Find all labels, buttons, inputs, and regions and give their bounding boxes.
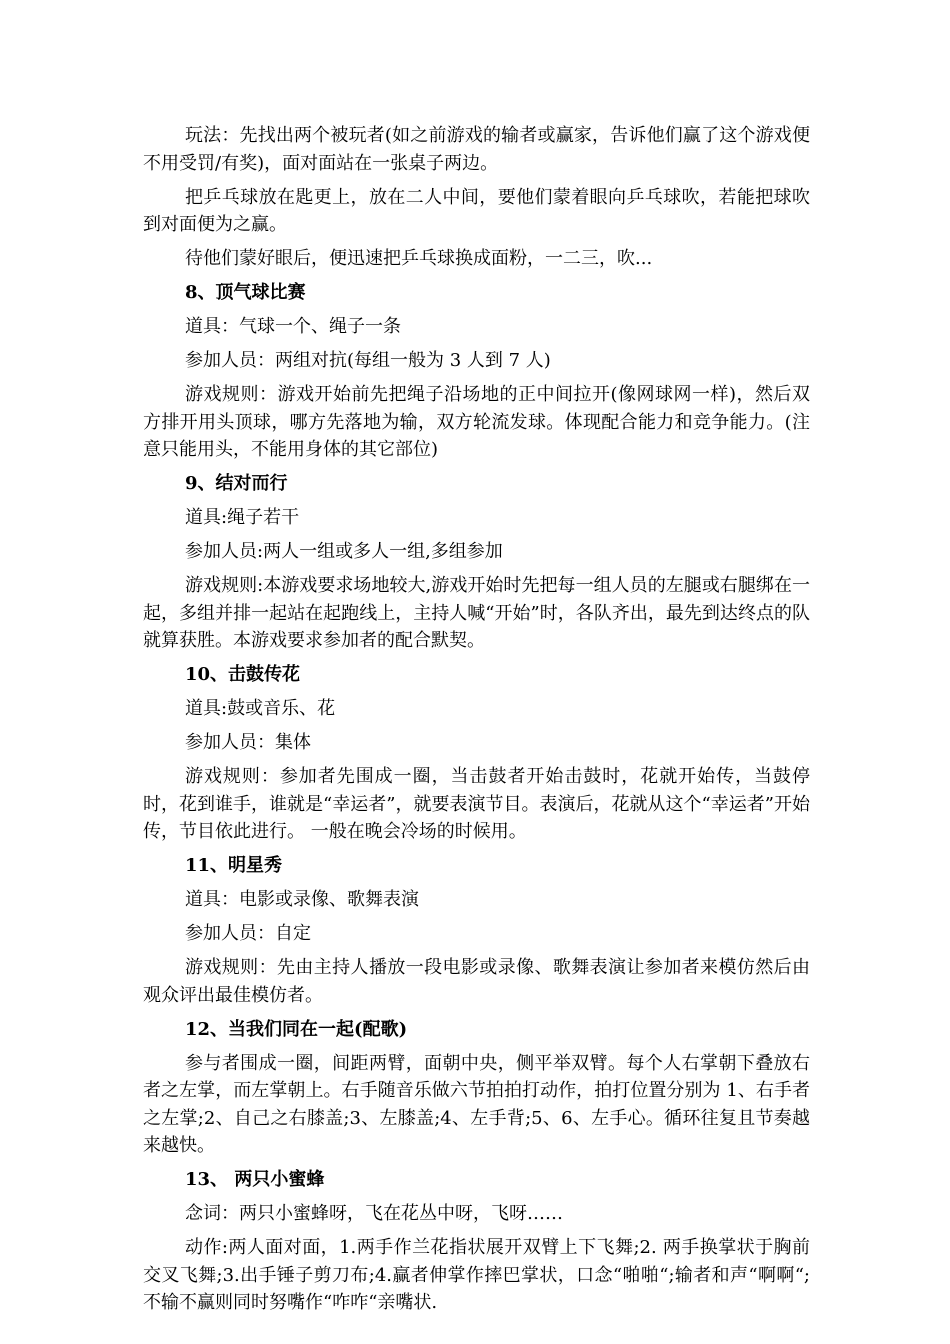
paragraph: 游戏规则：参加者先围成一圈，当击鼓者开始击鼓时，花就开始传，当鼓停时，花到谁手，谁就是“幸运者”，就要表演节目。表演后，花就从这个“幸运者”开始传，节目依此进行。 一般在晚会冷场的时候用。 xyxy=(143,766,810,842)
paragraph: 道具:绳子若干 xyxy=(185,507,300,528)
paragraph: 游戏规则：游戏开始前先把绳子沿场地的正中间拉开(像网球网一样)，然后双方排开用头顶球，哪方先落地为输，双方轮流发球。体现配合能力和竞争能力。(注意只能用头，不能用身体的其它部位) xyxy=(143,384,810,460)
paragraph: 游戏规则:本游戏要求场地较大,游戏开始时先把每一组人员的左腿或右腿绑在一起，多组并排一起站在起跑线上，主持人喊“开始”时，各队齐出，最先到达终点的队就算获胜。本游戏要求参加者的配合默契。 xyxy=(143,575,810,651)
section-heading: 10、击鼓传花 xyxy=(185,664,301,685)
section-heading: 11、明星秀 xyxy=(185,855,283,876)
paragraph: 动作:两人面对面，1.两手作兰花指状展开双臂上下飞舞;2. 两手换掌状于胸前交叉飞舞;3.出手锤子剪刀布;4.赢者伸掌作摔巴掌状，口念“啪啪“;输者和声“啊啊“;不输不赢则同时努嘴作“咋咋“亲嘴状. xyxy=(143,1237,810,1313)
paragraph: 念词：两只小蜜蜂呀，飞在花丛中呀，飞呀…… xyxy=(185,1203,563,1224)
paragraph: 参加人员:两人一组或多人一组,多组参加 xyxy=(185,541,503,562)
paragraph: 玩法：先找出两个被玩者(如之前游戏的输者或赢家，告诉他们赢了这个游戏便不用受罚/有奖)，面对面站在一张桌子两边。 xyxy=(143,125,810,174)
paragraph: 道具：气球一个、绳子一条 xyxy=(185,316,401,337)
paragraph: 参加人员：集体 xyxy=(185,732,311,753)
paragraph: 参与者围成一圈，间距两臂，面朝中央，侧平举双臂。每个人右掌朝下叠放右者之左掌，而左掌朝上。右手随音乐做六节拍拍打动作，拍打位置分别为 1、右手者之左掌;2、自己之右膝盖;3、左膝盖;4、左手背;5、6、左手心。循环往复且节奏越来越快。 xyxy=(143,1052,810,1156)
section-heading: 9、结对而行 xyxy=(185,473,288,494)
paragraph: 待他们蒙好眼后，便迅速把乒乓球换成面粉，一二三，吹... xyxy=(185,248,653,269)
paragraph: 参加人员：两组对抗(每组一般为 3 人到 7 人) xyxy=(185,350,551,371)
paragraph: 道具:鼓或音乐、花 xyxy=(185,698,336,719)
document-page xyxy=(143,122,810,1323)
section-heading: 12、当我们同在一起(配歌) xyxy=(185,1018,408,1040)
paragraph: 把乒乓球放在匙更上，放在二人中间，要他们蒙着眼向乒乓球吹，若能把球吹到对面便为之赢。 xyxy=(143,186,810,235)
paragraph: 游戏规则：先由主持人播放一段电影或录像、歌舞表演让参加者来模仿然后由观众评出最佳模仿者。 xyxy=(143,957,810,1006)
section-heading: 8、顶气球比赛 xyxy=(185,282,306,303)
paragraph: 参加人员：自定 xyxy=(185,923,311,944)
paragraph: 道具：电影或录像、歌舞表演 xyxy=(185,889,419,910)
section-heading: 13、 两只小蜜蜂 xyxy=(185,1169,325,1190)
